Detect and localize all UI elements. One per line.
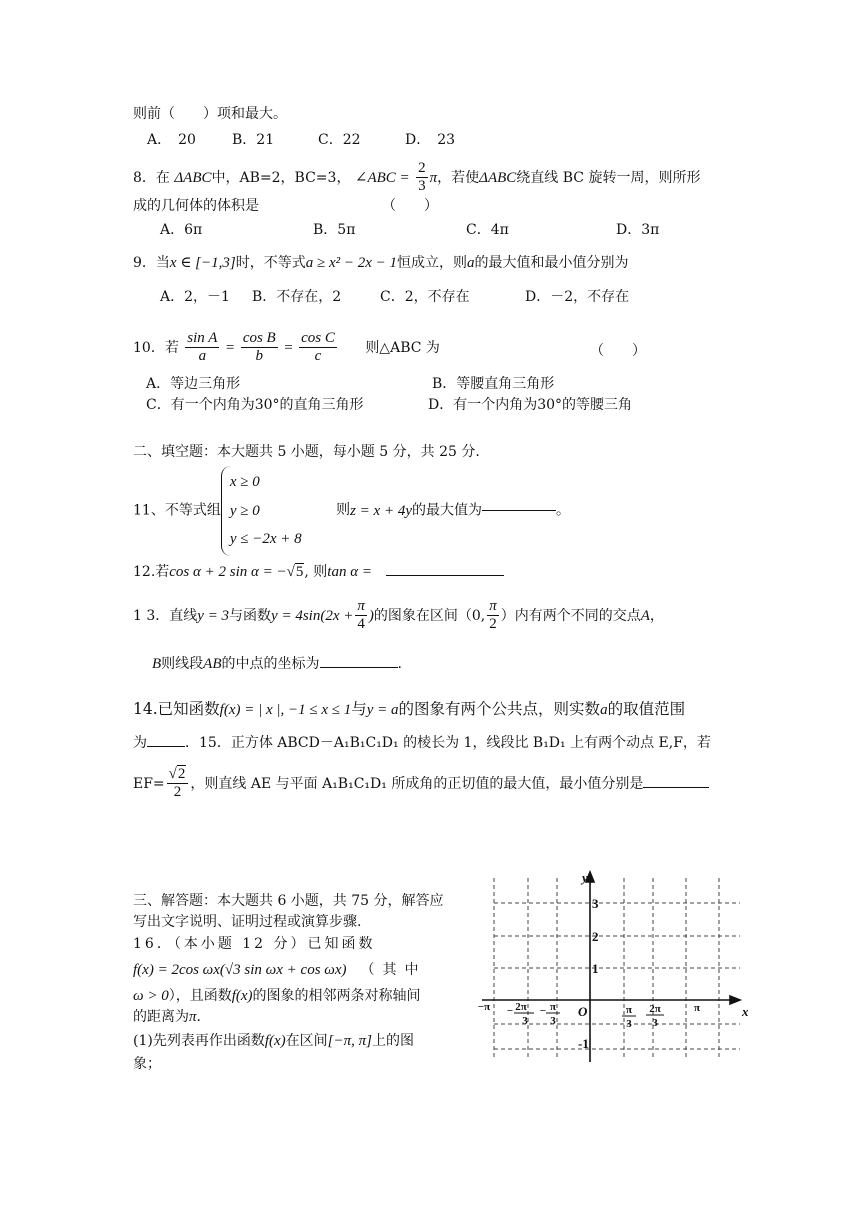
x-tick-neg-2pi-over-3 <box>507 1001 534 1027</box>
x-tick-2pi-over-3 <box>646 1003 664 1029</box>
y-tick-1: 1 <box>592 961 599 976</box>
q8-fraction: $\frac{2}{3}$ <box>418 160 426 195</box>
q8-angle: ∠ABC = <box>354 169 410 186</box>
q10-fraction-1: $\frac{\text{sin A}}{a}$ <box>187 330 218 365</box>
question-9-line-1: 9．当x ∈ [−1,3]时，不等式a ≥ x² − 2x − 1恒成立，则a的最大值和最小值分别为 <box>133 255 629 271</box>
origin-label: O <box>578 1004 588 1019</box>
coordinate-grid-figure <box>474 864 764 1070</box>
q10-paren: （ ） <box>590 343 646 359</box>
q8-line-2: 成的几何体的体积是 <box>133 198 259 214</box>
q10-fraction-3: $\frac{\text{cos C}}{c}$ <box>301 330 335 365</box>
x-axis-arrow-icon <box>730 996 740 1004</box>
q11-answer-blank[interactable] <box>482 510 556 511</box>
section-2-title: 二、填空题：本大题共 5 小题，每小题 5 分，共 25 分. <box>133 444 480 460</box>
q9-condition: x ∈ [−1,3] <box>169 255 236 271</box>
q10-option-c: C．有一个内角为30°的直角三角形 <box>146 397 364 413</box>
q9-option-b: B．不存在，2 <box>252 289 342 305</box>
q12-answer-blank[interactable] <box>386 575 504 576</box>
q15-answer-blank[interactable] <box>643 787 709 788</box>
q9-option-c: C．2，不存在 <box>380 289 470 305</box>
question-14-line-1: 14.已知函数f(x) = | x |, −1 ≤ x ≤ 1与y = a的图象有两个公共点，则实数a的取值范围 <box>133 700 686 718</box>
q8-option-b: B．5π <box>313 222 356 238</box>
question-13-line-2: B则线段AB的中点的坐标为 . <box>152 656 402 672</box>
question-16-part-1-cont: 象； <box>133 1056 161 1072</box>
q13-answer-blank[interactable] <box>320 667 398 668</box>
question-10-line-1: 10．若 $\frac{\text{sin A}}{a}$ = $\frac{\text{cos B}}{b}$ = $\frac{\text{cos C}}{c}$ 则△ABC 为 <box>133 330 440 365</box>
question-13-line-1: 1 3．直线y = 3与函数y = 4sin(2x + $\frac{\pi}{4}$ )的图象在区间（0, $\frac{\pi}{2}$ ）内有两个不同的交点A， <box>133 598 664 633</box>
q14-answer-blank[interactable] <box>147 746 185 747</box>
y-axis-label: y <box>582 870 588 885</box>
svg-text:2π: 2π <box>649 1003 661 1015</box>
q10-option-d: D．有一个内角为30°的等腰三角 <box>428 397 633 413</box>
svg-text:π: π <box>549 1001 557 1013</box>
x-axis-label: x <box>742 1004 749 1019</box>
q11-constraint-system: x ≥ 0 y ≥ 0 y ≤ −2x + 8 <box>221 466 302 556</box>
svg-text:−: − <box>506 1005 514 1017</box>
q8-option-d: D．3π <box>616 222 660 238</box>
q10-option-a: A．等边三角形 <box>146 376 241 392</box>
q16-function: f(x) = 2cos ωx(√3 sin ωx + cos ωx) <box>133 962 347 978</box>
svg-text:3: 3 <box>626 1018 632 1030</box>
question-11: 11、不等式组 x ≥ 0 y ≥ 0 y ≤ −2x + 8 则z = x + 4y的最大值为 。 <box>133 466 570 556</box>
svg-text:−: − <box>539 1005 547 1017</box>
x-tick-neg-pi: −π <box>477 1001 491 1013</box>
q9-option-a: A．2，－1 <box>160 289 230 305</box>
q9-option-d: D．－2，不存在 <box>525 289 630 305</box>
question-12: 12.若cos α + 2 sin α = −√5, 则tan α = <box>133 563 504 581</box>
q7-option-a: A． 20 <box>147 132 196 148</box>
q10-option-b: B．等腰直角三角形 <box>432 376 555 392</box>
q7-option-b: B．21 <box>232 132 275 148</box>
q10-fraction-2: $\frac{\text{cos B}}{b}$ <box>242 330 276 365</box>
q8-number: 8． <box>133 169 156 186</box>
question-16-line-4: 的距离为π． <box>133 1009 211 1025</box>
q9-inequality: a ≥ x² − 2x − 1 <box>305 255 398 271</box>
y-tick-3: 3 <box>592 896 599 911</box>
q7-option-c: C．22 <box>318 132 361 148</box>
question-16-line-3: ω > 0），且函数f(x)的图象的相邻两条对称轴间 <box>133 988 421 1004</box>
q7-tail: 则前（ ）项和最大。 <box>133 106 287 122</box>
q8-option-a: A．6π <box>160 222 203 238</box>
q8-triangle: ΔABC <box>174 169 212 186</box>
y-tick-2: 2 <box>592 929 599 944</box>
question-16-part-1: (1)先列表再作出函数f(x)在区间[−π, π]上的图 <box>133 1033 414 1049</box>
question-14-15-line-2: 为 ．15．正方体 ABCD－A₁B₁C₁D₁ 的棱长为 1，线段比 B₁D₁ 上有两个动点 E,F，若 <box>133 735 711 751</box>
svg-text:3: 3 <box>550 1015 556 1027</box>
svg-text:3: 3 <box>522 1015 528 1027</box>
x-tick-pi: π <box>693 1002 701 1014</box>
section-3-line-2: 写出文字说明、证明过程或演算步骤. <box>133 914 362 930</box>
question-8-line-1: 8．在 ΔABC中，AB=2，BC=3， ∠ABC = $\frac{2}{3}$ π，若使ΔABC绕直线 BC 旋转一周，则所形 <box>133 160 701 195</box>
q7-option-d: D． 23 <box>405 132 456 148</box>
section-3-line-1: 三、解答题：本大题共 6 小题，共 75 分，解答应 <box>133 893 444 909</box>
svg-text:2π: 2π <box>515 1001 527 1013</box>
question-15-line-2: EF= $\frac{√2}{2}$ ，则直线 AE 与平面 A₁B₁C₁D₁ 所成角的正切值的最大值，最小值分别是 <box>133 766 709 802</box>
y-tick-neg-1: -1 <box>578 1036 589 1051</box>
question-16-line-1: 16．（本小题 12 分）已知函数 <box>133 936 376 952</box>
svg-text:π: π <box>625 1004 633 1016</box>
question-16-line-2: f(x) = 2cos ωx(√3 sin ωx + cos ωx) （其中 <box>133 962 427 978</box>
svg-text:3: 3 <box>652 1017 658 1029</box>
q8-paren: （ ） <box>382 198 438 214</box>
q8-option-c: C．4π <box>466 222 509 238</box>
